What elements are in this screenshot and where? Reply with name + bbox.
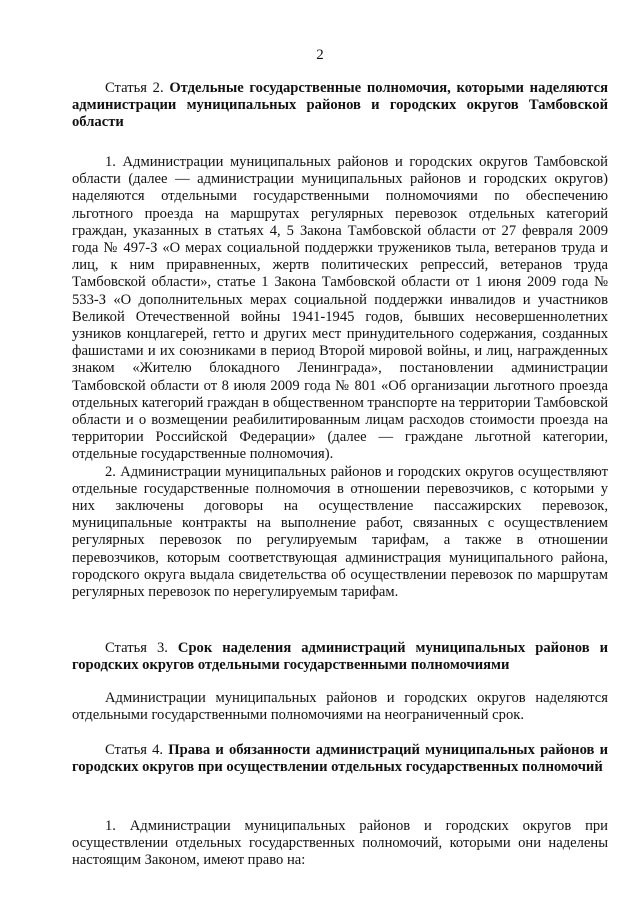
article-2-heading [72,80,608,132]
article-3-paragraph-1: Администрации муниципальных районов и городских округов наделяются отдельными государственными полномочиями на неограниченный срок. [72,690,608,724]
article-2-paragraph-2: 2. Администрации муниципальных районов и городских округов осуществляют отдельные государственные полномочия в отношении перевозчиков, с которыми у них заключены договоры на осуществление пассажирских перевозок, муниципальные контракты на выполнение работ, связанных с осуществлением регулярных перевозок по регулируемым тарифам, а также в отношении перевозчиков, которым соответствующая администрация муниципального района, городского округа выдала свидетельства об осуществлении перевозок по маршрутам регулярных перевозок по нерегулируемым тарифам. [72,463,608,601]
article-4-title: Права и обязанности администраций муниципальных районов и городских округов при осуществлении отдельных государственных полномочий [72,742,609,776]
article-3-heading [72,640,608,674]
page-number: 2 [316,47,324,63]
article-3-body [72,690,608,724]
article-4-body [72,818,608,870]
article-2-paragraph-1: 1. Администрации муниципальных районов и городских округов Тамбовской области (далее — администрации муниципальных районов и городских округов) наделяются отдельными государственными полномочиями по обеспечению льготного проезда на маршрутах регулярных перевозок отдельных категорий граждан, указанных в статьях 4, 5 Закона Тамбовской области от 27 февраля 2009 года № 497-З «О мерах социальной поддержки тружеников тыла, ветеранов труда и лиц, к ним приравненных, жертв политических репрессий, ветеранов труда Тамбовской области», статье 1 Закона Тамбовской области от 1 июня 2009 года № 533-З «О дополнительных мерах социальной поддержки инвалидов и участников Великой Отечественной войны 1941-1945 годов, бывших несовершеннолетних узников концлагерей, гетто и других мест принудительного содержания, созданных фашистами и их союзниками в период Второй мировой войны, и лиц, награжденных знаком «Жителю блокадного Ленинграда», постановлении администрации Тамбовской области от 8 июля 2009 года № 801 «Об организации льготного проезда отдельных категорий граждан в общественном транспорте на территории Тамбовской области и о возмещении реабилитированным лицам расходов стоимости проезда на территории Российской Федерации» (далее — граждане льготной категории, отдельные государственные полномочия). [72,154,608,463]
article-4-heading-text [72,742,608,776]
article-2-title: Отдельные государственные полномочия, которыми наделяются администрации муниципальных районов и городских округов Тамбовской области [72,80,608,131]
article-3-prefix: Статья 3. [105,640,178,656]
article-4-heading [72,742,608,776]
article-2-prefix: Статья 2. [105,80,170,96]
article-4-paragraph-1: 1. Администрации муниципальных районов и городских округов при осуществлении отдельных государственных полномочий, которыми они наделены настоящим Законом, имеют право на: [72,818,608,869]
article-4-prefix: Статья 4. [105,742,169,758]
article-3-heading-text [72,640,608,674]
article-2-heading-text [72,80,608,132]
article-2-body [72,154,608,601]
article-3-title: Срок наделения администраций муниципальных районов и городских округов отдельными государственными полномочиями [72,640,608,674]
